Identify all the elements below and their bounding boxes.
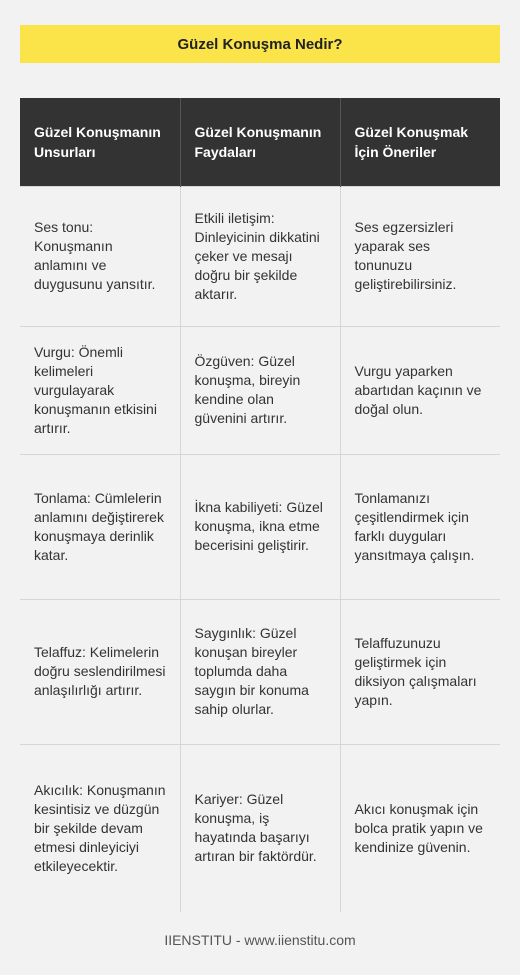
table-row	[20, 454, 500, 599]
table-cell: Akıcılık: Konuşmanın kesintisiz ve düzgün bir şekilde devam etmesi dinleyiciyi etkileyecektir.	[20, 744, 180, 912]
table-cell: Saygınlık: Güzel konuşan bireyler toplumda daha saygın bir konuma sahip olurlar.	[180, 599, 340, 744]
table-header-row	[20, 98, 500, 186]
table-cell: Telaffuz: Kelimelerin doğru seslendirilmesi anlaşılırlığı artırır.	[20, 599, 180, 744]
table-cell: Tonlama: Cümlelerin anlamını değiştirerek konuşmaya derinlik katar.	[20, 454, 180, 599]
column-header-benefits: Güzel Konuşmanın Faydaları	[180, 98, 340, 186]
table-row	[20, 326, 500, 454]
table-row	[20, 744, 500, 912]
table-cell: İkna kabiliyeti: Güzel konuşma, ikna etme becerisini geliştirir.	[180, 454, 340, 599]
table-cell: Vurgu: Önemli kelimeleri vurgulayarak konuşmanın etkisini artırır.	[20, 326, 180, 454]
title-banner	[20, 25, 500, 63]
table-cell: Etkili iletişim: Dinleyicinin dikkatini çeker ve mesajı doğru bir şekilde aktarır.	[180, 186, 340, 326]
table-cell: Ses tonu: Konuşmanın anlamını ve duygusunu yansıtır.	[20, 186, 180, 326]
table-cell: Vurgu yaparken abartıdan kaçının ve doğal olun.	[340, 326, 500, 454]
table-cell: Kariyer: Güzel konuşma, iş hayatında başarıyı artıran bir faktördür.	[180, 744, 340, 912]
footer-credit: IIENSTITU - www.iienstitu.com	[164, 932, 356, 948]
comparison-table	[20, 98, 500, 912]
table-cell: Telaffuzunuzu geliştirmek için diksiyon çalışmaları yapın.	[340, 599, 500, 744]
table-cell: Özgüven: Güzel konuşma, bireyin kendine olan güvenini artırır.	[180, 326, 340, 454]
table-cell: Tonlamanızı çeşitlendirmek için farklı duyguları yansıtmaya çalışın.	[340, 454, 500, 599]
column-header-suggestions: Güzel Konuşmak İçin Öneriler	[340, 98, 500, 186]
table-row	[20, 186, 500, 326]
column-header-elements: Güzel Konuşmanın Unsurları	[20, 98, 180, 186]
table-cell: Ses egzersizleri yaparak ses tonunuzu geliştirebilirsiniz.	[340, 186, 500, 326]
table-cell: Akıcı konuşmak için bolca pratik yapın ve kendinize güvenin.	[340, 744, 500, 912]
table-row	[20, 599, 500, 744]
page-title: Güzel Konuşma Nedir?	[177, 35, 343, 53]
